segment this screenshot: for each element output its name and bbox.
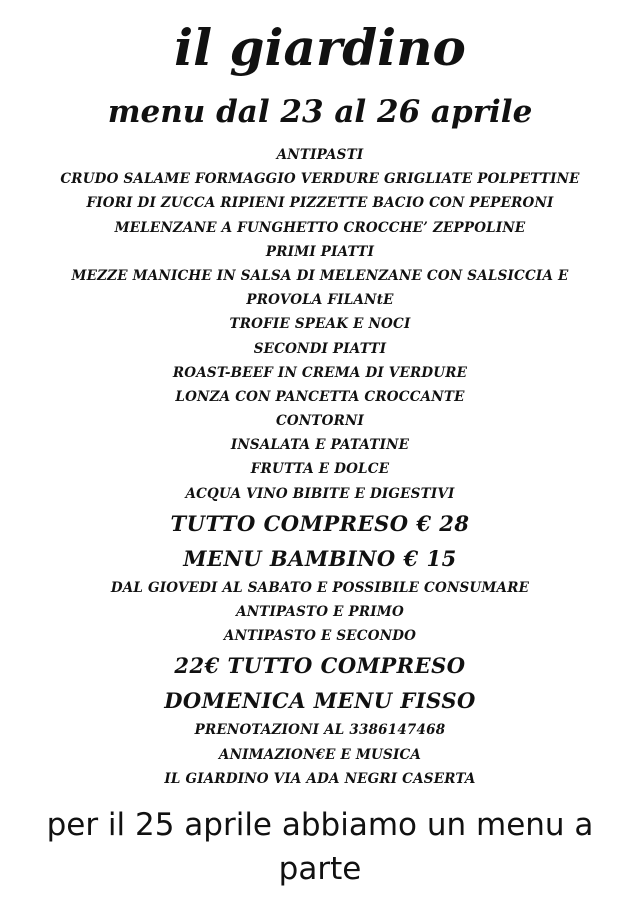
menu-line: IL GIARDINO VIA ADA NEGRI CASERTA <box>164 770 476 787</box>
menu-list <box>0 143 640 791</box>
menu-line: ANTIPASTO E SECONDO <box>223 628 417 645</box>
menu-line: FRUTTA E DOLCE <box>250 461 390 478</box>
menu-line: INSALATA E PATATINE <box>230 437 410 454</box>
menu-line: PRENOTAZIONI AL 3386147468 <box>194 722 446 739</box>
footer-note <box>0 803 640 891</box>
menu-line: ANTIPASTI <box>276 147 364 163</box>
footer-line-1: per il 25 aprile abbiamo un menu a <box>46 807 594 843</box>
menu-line: LONZA CON PANCETTA CROCCANTE <box>175 388 465 405</box>
menu-line: CRUDO SALAME FORMAGGIO VERDURE GRIGLIATE POLPETTINE <box>60 171 580 188</box>
menu-highlight-line: TUTTO COMPRESO € 28 <box>170 510 470 536</box>
menu-dates-subtitle: menu dal 23 al 26 aprile <box>107 94 533 130</box>
menu-highlight-line: DOMENICA MENU FISSO <box>164 688 476 714</box>
menu-line: DAL GIOVEDI AL SABATO E POSSIBILE CONSUMARE <box>110 579 530 596</box>
menu-line: ANTIPASTO E PRIMO <box>236 604 404 620</box>
menu-line: CONTORNI <box>275 413 365 430</box>
menu-line: ACQUA VINO BIBITE E DIGESTIVI <box>185 485 455 502</box>
menu-line: FIORI DI ZUCCA RIPIENI PIZZETTE BACIO CON PEPERONI <box>86 195 554 212</box>
menu-line: MEZZE MANICHE IN SALSA DI MELENZANE CON SALSICCIA E <box>71 267 569 284</box>
menu-line: MELENZANE A FUNGHETTO CROCCHE’ ZEPPOLINE <box>114 219 526 236</box>
menu-line: PRIMI PIATTI <box>265 243 375 260</box>
footer-line-2: parte <box>278 851 362 887</box>
menu-line: PROVOLA FILANtE <box>246 292 394 309</box>
menu-highlight-line: MENU BAMBINO € 15 <box>183 545 457 571</box>
menu-line: TROFIE SPEAK E NOCI <box>229 316 411 333</box>
menu-line: SECONDI PIATTI <box>253 340 387 357</box>
restaurant-title: il giardino <box>174 18 466 77</box>
menu-line: ANIMAZION€E E MUSICA <box>218 746 422 763</box>
menu-highlight-line: 22€ TUTTO COMPRESO <box>174 653 466 679</box>
menu-line: ROAST-BEEF IN CREMA DI VERDURE <box>172 364 468 381</box>
